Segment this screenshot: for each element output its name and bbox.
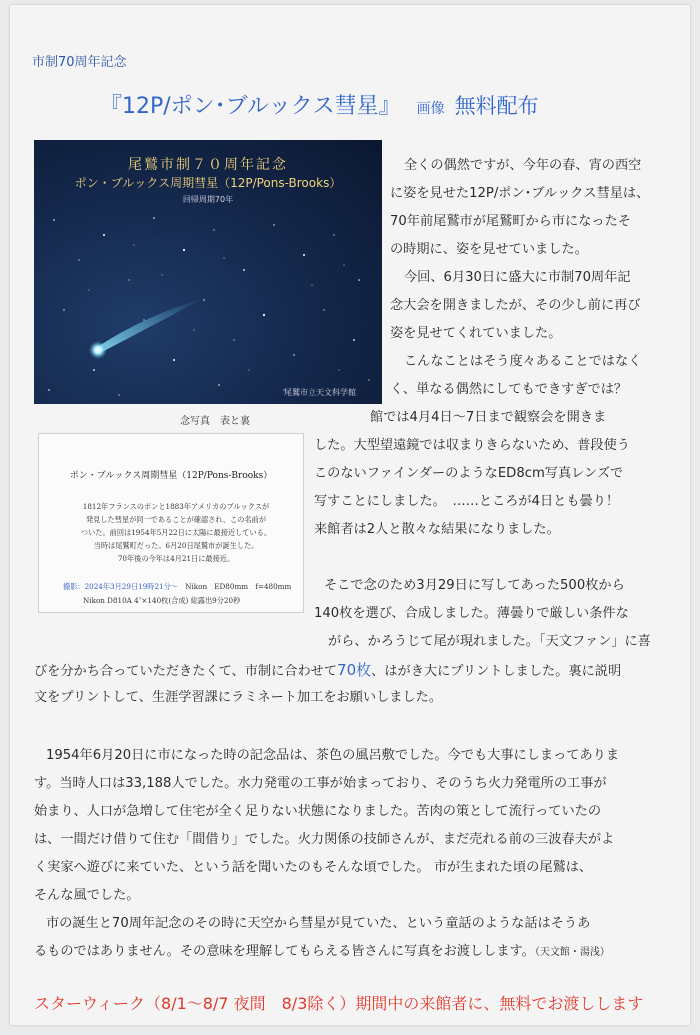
text-line: した。大型望遠鏡では収まりきらないため、普段使う (314, 438, 630, 453)
card-body-line: ついた。前回は1954年5月22日に太陽に最接近している。 (80, 528, 272, 537)
text-line: 始まり、人口が急増して住宅が全く足りない状態になりました。苦肉の策として流行っていたの (34, 804, 602, 819)
text-line: 写すことにしました。 ……ところが4日とも曇り！ (314, 494, 620, 509)
comet-title: 『12P/ポン･ブルックス彗星』 (100, 94, 401, 119)
author-signature: （天文館・湯浅） (534, 947, 610, 958)
text-line: く、単なる偶然にしてもできすぎでは？ (390, 382, 628, 397)
text-line: く実家へ遊びに来ていた、という話を聞いたのもそんな頃でした。 市が生まれた頃の尾鷲は、 (34, 860, 593, 875)
card-title: ポン・ブルックス周期彗星（12P/Pons-Brooks） (69, 471, 273, 481)
card-shooting-info (63, 582, 291, 592)
text-line: 1954年6月20日に市になった時の記念品は、茶色の風呂敷でした。今でも大事にしまってありま (46, 748, 620, 763)
text-line: そこで念のため3月29日に写してあった500枚から (324, 578, 625, 593)
text-line: 全くの偶然ですが、今年の春、宵の西空 (404, 158, 642, 173)
text-line: 来館者は2人と散々な結果になりました。 (314, 522, 560, 537)
flyer-page (10, 5, 690, 1025)
text-line: そんな風でした。 (34, 888, 140, 903)
text-line: 今回、6月30日に盛大に市制70周年記 (404, 270, 631, 285)
text-line: びを分かち合っていただきたくて、市制に合わせて70枚、はがき大にプリントしました。裏に説明 (34, 661, 622, 679)
card-body-line: 70年後の今年は4月21日に最接近。 (117, 554, 235, 563)
card-camera-info: Nikon D810A 4″×140枚(合成) 総露出9分20秒 (83, 596, 241, 605)
title-free-distribution: 無料配布 (454, 94, 539, 118)
highlight-count: 70枚 (337, 661, 372, 679)
text-line: に姿を見せた12P/ポン･ブルックス彗星は、 (390, 186, 650, 201)
photo-period-label: 回帰周期70年 (182, 195, 234, 204)
card-lens-info: Nikon ED80mm f=480mm (185, 582, 292, 591)
card-shooting-date: 撮影：2024年3月29日19時21分～ (63, 582, 178, 591)
title-image-label: 画像 (416, 101, 445, 117)
text-line: このないファインダーのようなED8cm写真レンズで (314, 466, 624, 481)
postcard-back (38, 433, 304, 613)
photo-subtitle: ポン・ブルックス周期彗星（12P/Pons-Brooks） (74, 176, 342, 190)
anniversary-subtitle: 市制70周年記念 (32, 55, 127, 70)
text-line: るものではありません。その意味を理解してもらえる皆さんに写真をお渡しします。（天文館・湯浅） (34, 944, 610, 959)
text-line: 念大会を開きましたが、その少し前に再び (390, 298, 641, 313)
card-body-line: 1812年フランスのポンと1883年アメリカのブルックスが (82, 502, 270, 511)
text-line: は、一間だけ借りて住む「間借り」でした。火力関係の技師さんが、まだ売れる前の三波春夫がよ (34, 832, 615, 847)
text-line: 館では4月4日～7日まで観察会を開きま (370, 410, 607, 425)
photo-caption: 念写真 表と裏 (180, 416, 250, 427)
flyer-title (100, 89, 539, 120)
card-body-line: 当時は尾鷲町だった。6月20日尾鷲市が誕生した。 (93, 541, 259, 550)
text-line: 市の誕生と70周年記念のその時に天空から彗星が見ていた、という童話のような話はそうあ (46, 916, 591, 931)
text-line: 文をプリントして、生涯学習課にラミネート加工をお願いしました。 (34, 690, 443, 705)
card-body-line: 発見した彗星が同一であることが確認され、この名前が (85, 515, 267, 524)
text-line: 140枚を選び、合成しました。薄曇りで厳しい条件な (314, 606, 629, 621)
comet-photo (34, 140, 382, 404)
text-line: す。当時人口は33,188人でした。水力発電の工事が始まっており、そのうち火力発電所の工事が (34, 776, 607, 791)
text-line: こんなことはそう度々あることではなく (404, 354, 642, 369)
text-line: の時期に、姿を見せていました。 (390, 242, 588, 257)
text-line: 70年前尾鷲市が尾鷲町から市になったそ (390, 214, 631, 229)
photo-credit: 尾鷲市立天文科学館 (284, 388, 356, 397)
card-description (63, 500, 289, 565)
text-line: がら、かろうじて尾が現れました。「天文ファン」に喜 (328, 634, 651, 649)
distribution-notice: スターウィーク（8/1～8/7 夜間 8/3除く）期間中の来館者に、無料でお渡しします (34, 994, 644, 1013)
photo-title: 尾鷲市制７０周年記念 (128, 157, 288, 173)
text-line: 姿を見せてくれていました。 (390, 326, 562, 341)
